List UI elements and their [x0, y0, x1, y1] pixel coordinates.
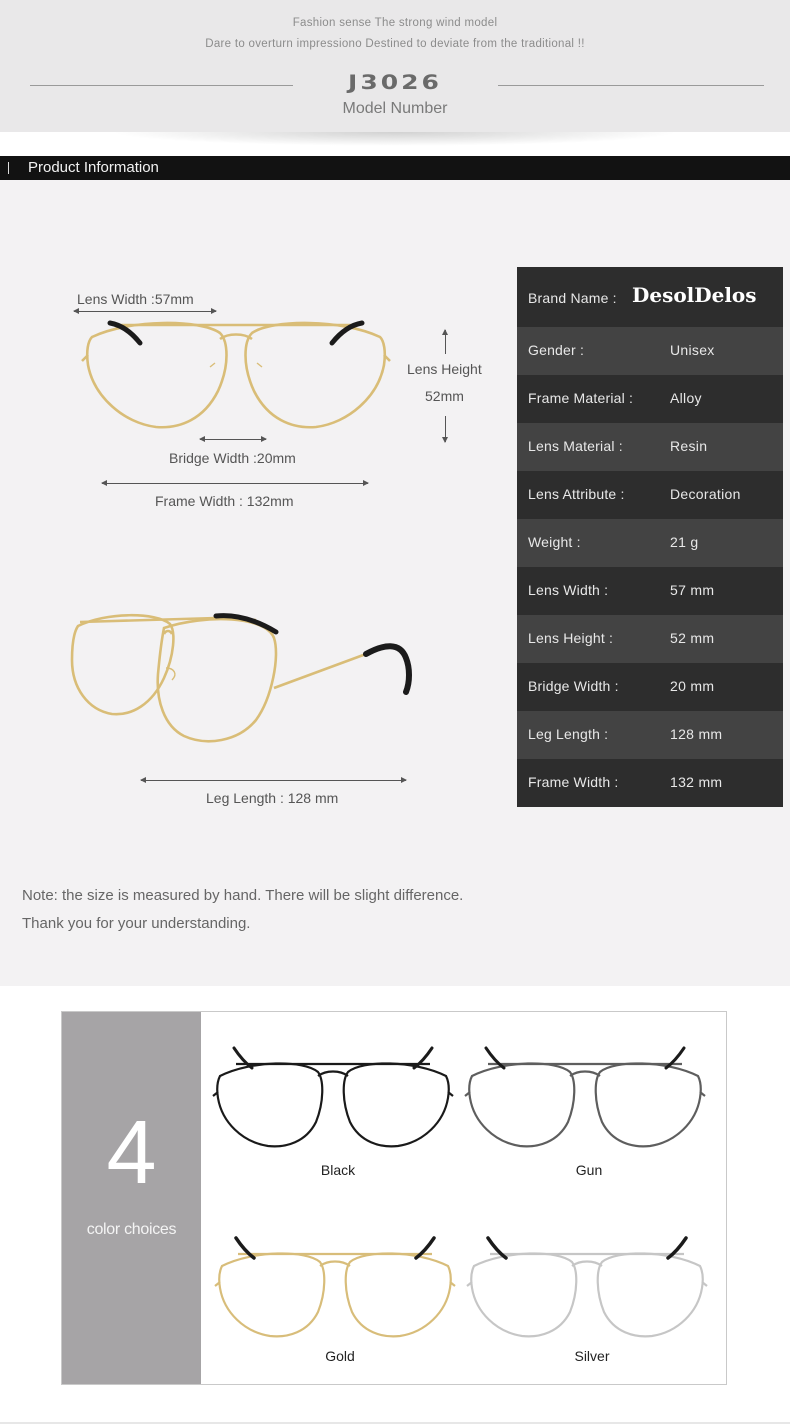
spec-label: Leg Length : — [528, 726, 609, 742]
bottom-divider — [0, 1422, 790, 1424]
spec-label: Weight : — [528, 534, 581, 550]
model-code: J3026 — [348, 71, 442, 94]
lens-width-label: Lens Width :57mm — [77, 291, 194, 307]
glasses-gun-image[interactable] — [464, 1040, 706, 1152]
spec-row-frame-material — [517, 375, 783, 423]
glasses-black-image[interactable] — [212, 1040, 454, 1152]
spec-value: 21 g — [670, 534, 699, 550]
frame-width-label: Frame Width : 132mm — [155, 493, 294, 509]
spec-value: DesolDelos — [632, 283, 757, 307]
lens-height-value: 52mm — [425, 388, 464, 404]
color-choices-label: color choices — [86, 1221, 177, 1238]
note-line-1: Note: the size is measured by hand. There will be slight difference. — [22, 887, 464, 904]
spec-table — [517, 267, 783, 807]
spec-label: Gender : — [528, 342, 585, 358]
leg-length-label: Leg Length : 128 mm — [206, 790, 339, 806]
spec-row-lens-material — [517, 423, 783, 471]
spec-row-bridge-width — [517, 663, 783, 711]
tagline-2: Dare to overturn impressiono Destined to deviate from the traditional !! — [205, 38, 585, 50]
lens-height-label: Lens Height — [407, 361, 482, 377]
spec-value: 132 mm — [670, 774, 723, 790]
spec-label: Lens Height : — [528, 630, 614, 646]
header-shadow — [110, 132, 680, 146]
lens-height-arrow-down — [445, 416, 446, 442]
spec-value: 52 mm — [670, 630, 715, 646]
dimensions-section — [0, 180, 790, 986]
spec-label: Frame Material : — [528, 390, 634, 406]
note-line-2: Thank you for your understanding. — [22, 915, 251, 932]
color-count-sidebar — [62, 1012, 201, 1384]
spec-row-lens-height — [517, 615, 783, 663]
spec-value: 20 mm — [670, 678, 715, 694]
bar-marker — [8, 162, 9, 174]
glasses-front-view-image — [80, 315, 392, 435]
spec-value: 57 mm — [670, 582, 715, 598]
bridge-width-label: Bridge Width :20mm — [169, 450, 296, 466]
color-count: 4 — [106, 1103, 157, 1203]
color-choices-panel — [61, 1011, 727, 1385]
bridge-width-arrow — [200, 439, 266, 440]
model-label: Model Number — [342, 100, 448, 117]
spec-value: Unisex — [670, 342, 715, 358]
spec-value: 128 mm — [670, 726, 723, 742]
frame-width-arrow — [102, 483, 368, 484]
spec-row-brand — [517, 267, 783, 327]
spec-row-gender — [517, 327, 783, 375]
product-information-bar — [0, 156, 790, 180]
spec-row-weight — [517, 519, 783, 567]
leg-length-arrow — [141, 780, 406, 781]
color-name-silver: Silver — [574, 1348, 610, 1364]
color-name-gun: Gun — [575, 1162, 603, 1178]
section-title: Product Information — [28, 159, 159, 176]
spec-label: Lens Attribute : — [528, 486, 625, 502]
spec-value: Decoration — [670, 486, 741, 502]
spec-row-frame-width — [517, 759, 783, 807]
spec-label: Lens Width : — [528, 582, 609, 598]
spec-label: Lens Material : — [528, 438, 623, 454]
spec-value: Resin — [670, 438, 708, 454]
spec-row-lens-width — [517, 567, 783, 615]
lens-width-arrow — [74, 311, 216, 312]
spec-row-leg-length — [517, 711, 783, 759]
color-name-black: Black — [320, 1162, 356, 1178]
glasses-silver-image[interactable] — [466, 1230, 708, 1342]
color-name-gold: Gold — [325, 1348, 355, 1364]
tagline-1: Fashion sense The strong wind model — [292, 17, 498, 29]
spec-label: Frame Width : — [528, 774, 619, 790]
spec-value: Alloy — [670, 390, 702, 406]
spec-label: Brand Name : — [528, 290, 617, 306]
spec-row-lens-attribute — [517, 471, 783, 519]
spec-label: Bridge Width : — [528, 678, 619, 694]
lens-height-arrow-up — [445, 330, 446, 354]
header-banner — [0, 0, 790, 132]
glasses-side-view-image — [66, 608, 416, 768]
glasses-gold-image[interactable] — [214, 1230, 456, 1342]
